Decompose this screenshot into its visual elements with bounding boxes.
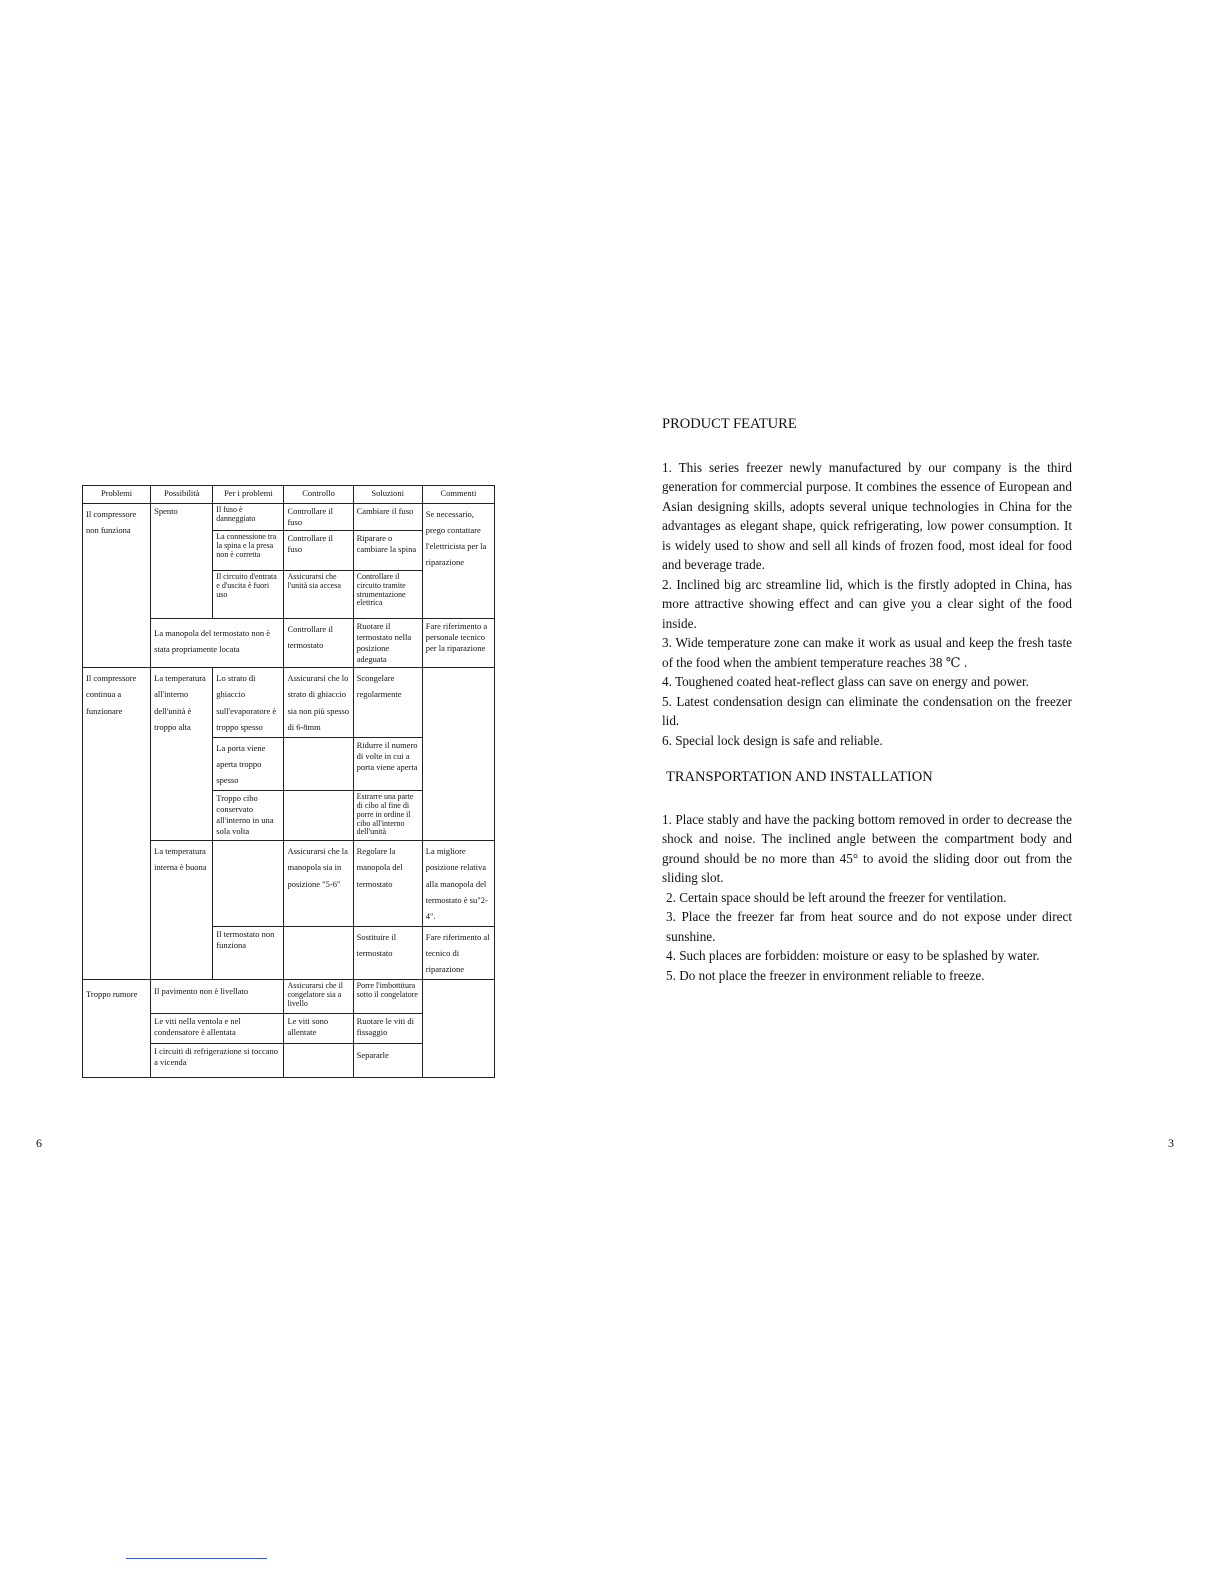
feature-item: 3. Wide temperature zone can make it work as usual and keep the fresh taste of the food when the ambient temperature reaches 38 ℃ . <box>662 635 1072 670</box>
cause-cell: Il circuito d'entrata e d'uscita è fuori uso <box>213 571 284 619</box>
problem-cell: Il compressore non funziona <box>83 504 151 668</box>
transport-item: 3. Place the freezer far from heat source and do not expose under direct sunshine. <box>666 909 1072 944</box>
cause-cell: I circuiti di refrigerazione si toccano a vicenda <box>151 1044 284 1078</box>
transport-item: 1. Place stably and have the packing bottom removed in order to decrease the shock and noise. The inclined angle between the compartment body and ground should be no more than 45° to avoid the sliding door out from the sliding slot. <box>662 811 1072 885</box>
right-page-text <box>662 415 1072 985</box>
cause-cell: Il termostato non funziona <box>213 926 284 979</box>
transport-item: 4. Such places are forbidden: moisture or easy to be splashed by water. <box>666 948 1040 963</box>
feature-item: 4. Toughened coated heat-reflect glass can save on energy and power. <box>662 674 1029 689</box>
check-cell: Assicurarsi che il congelatore sia a livello <box>284 980 353 1014</box>
solution-cell: Scongelare regolarmente <box>353 668 422 738</box>
check-cell: Assicurarsi che lo strato di ghiaccio sia non più spesso di 6-8mm <box>284 668 353 738</box>
cause-cell: La manopola del termostato non è stata propriamente locata <box>151 619 284 668</box>
cause-cell: Troppo cibo conservato all'interno in una sola volta <box>213 791 284 841</box>
comment-cell <box>422 668 494 841</box>
problem-cell: Il compressore continua a funzionare <box>83 668 151 980</box>
cause-cell: Lo strato di ghiaccio sull'evaporatore è troppo spesso <box>213 668 284 738</box>
table-header-row <box>83 486 495 504</box>
solution-cell: Ruotare il termostato nella posizione adeguata <box>353 619 422 668</box>
comment-cell: Se necessario, prego contattare l'elettricista per la riparazione <box>422 504 494 619</box>
possibility-cell: La temperatura all'interno dell'unità è troppo alta <box>151 668 213 841</box>
page-number-right: 3 <box>1168 1136 1174 1150</box>
cause-cell <box>213 841 284 927</box>
transport-item: 2. Certain space should be left around the freezer for ventilation. <box>666 889 1007 905</box>
comment-cell <box>422 980 494 1078</box>
check-cell: Controllare il termostato <box>284 619 353 668</box>
cause-cell: Le viti nella ventola e nel condensatore è allentata <box>151 1014 284 1044</box>
header-cell: Controllo <box>284 486 353 504</box>
header-cell: Commenti <box>422 486 494 504</box>
transport-heading: TRANSPORTATION AND INSTALLATION <box>666 769 933 785</box>
feature-item: 1. This series freezer newly manufactured by our company is the third generation for commercial purpose. It combines the essence of European and Asian designing skills, adopts several unique technologies in China for the advantages as elegant shape, quick refrigerating, low power consumption. It is widely used to show and sell all kinds of frozen food, most ideal for food and beverage trade. <box>662 459 1072 572</box>
check-cell: Assicurarsi che l'unità sia accesa <box>284 571 353 619</box>
comment-cell: Fare riferimento al tecnico di riparazione <box>422 926 494 979</box>
possibility-cell: Spento <box>151 504 213 619</box>
solution-cell: Regolare la manopola del termostato <box>353 841 422 927</box>
product-feature-heading: PRODUCT FEATURE <box>662 416 797 432</box>
cause-cell: La porta viene aperta troppo spesso <box>213 737 284 790</box>
table-row <box>83 980 495 1014</box>
solution-cell: Controllare il circuito tramite strumentazione elettrica <box>353 571 422 619</box>
problem-cell: Troppo rumore <box>83 980 151 1078</box>
comment-cell: Fare riferimento a personale tecnico per la riparazione <box>422 619 494 668</box>
solution-cell: Porre l'imbottitura sotto il congelatore <box>353 980 422 1014</box>
solution-cell: Estrarre una parte di cibo al fine di porre in ordine il cibo all'interno dell'unità <box>353 791 422 841</box>
check-cell: Assicurarsi che la manopola sia in posizione "5-6" <box>284 841 353 927</box>
header-cell: Possibilità <box>151 486 213 504</box>
feature-item: 2. Inclined big arc streamline lid, which is the firstly adopted in China, has more attractive showing effect and can give you a clear sight of the food inside. <box>662 576 1072 631</box>
header-cell: Problemi <box>83 486 151 504</box>
header-cell: Per i problemi <box>213 486 284 504</box>
check-cell <box>284 926 353 979</box>
check-cell <box>284 1044 353 1078</box>
solution-cell: Sostituire il termostato <box>353 926 422 979</box>
transport-item: 5. Do not place the freezer in environment reliable to freeze. <box>666 967 985 983</box>
link-underline <box>126 1558 267 1559</box>
table-row <box>83 504 495 531</box>
feature-item: 5. Latest condensation design can eliminate the condensation on the freezer lid. <box>662 693 1072 728</box>
solution-cell: Ruotare le viti di fissaggio <box>353 1014 422 1044</box>
check-cell: Le viti sono allentate <box>284 1014 353 1044</box>
check-cell: Controllare il fuso <box>284 504 353 531</box>
solution-cell: Ridurre il numero di volte in cui a porta viene aperta <box>353 737 422 790</box>
solution-cell: Cambiare il fuso <box>353 504 422 531</box>
cause-cell: La connessione tra la spina e la presa non è corretta <box>213 531 284 571</box>
solution-cell: Riparare o cambiare la spina <box>353 531 422 571</box>
solution-cell: Separarle <box>353 1044 422 1078</box>
check-cell <box>284 737 353 790</box>
table-row <box>83 668 495 738</box>
comment-cell: La migliore posizione relativa alla manopola del termostato è su"2-4". <box>422 841 494 927</box>
check-cell <box>284 791 353 841</box>
troubleshooting-table <box>82 485 495 1078</box>
possibility-cell: La temperatura interna è buona <box>151 841 213 980</box>
feature-item: 6. Special lock design is safe and reliable. <box>662 732 883 748</box>
cause-cell: Il pavimento non è livellato <box>151 980 284 1014</box>
cause-cell: Il fuso è danneggiato <box>213 504 284 531</box>
check-cell: Controllare il fuso <box>284 531 353 571</box>
page-number-left: 6 <box>36 1136 42 1150</box>
header-cell: Soluzioni <box>353 486 422 504</box>
